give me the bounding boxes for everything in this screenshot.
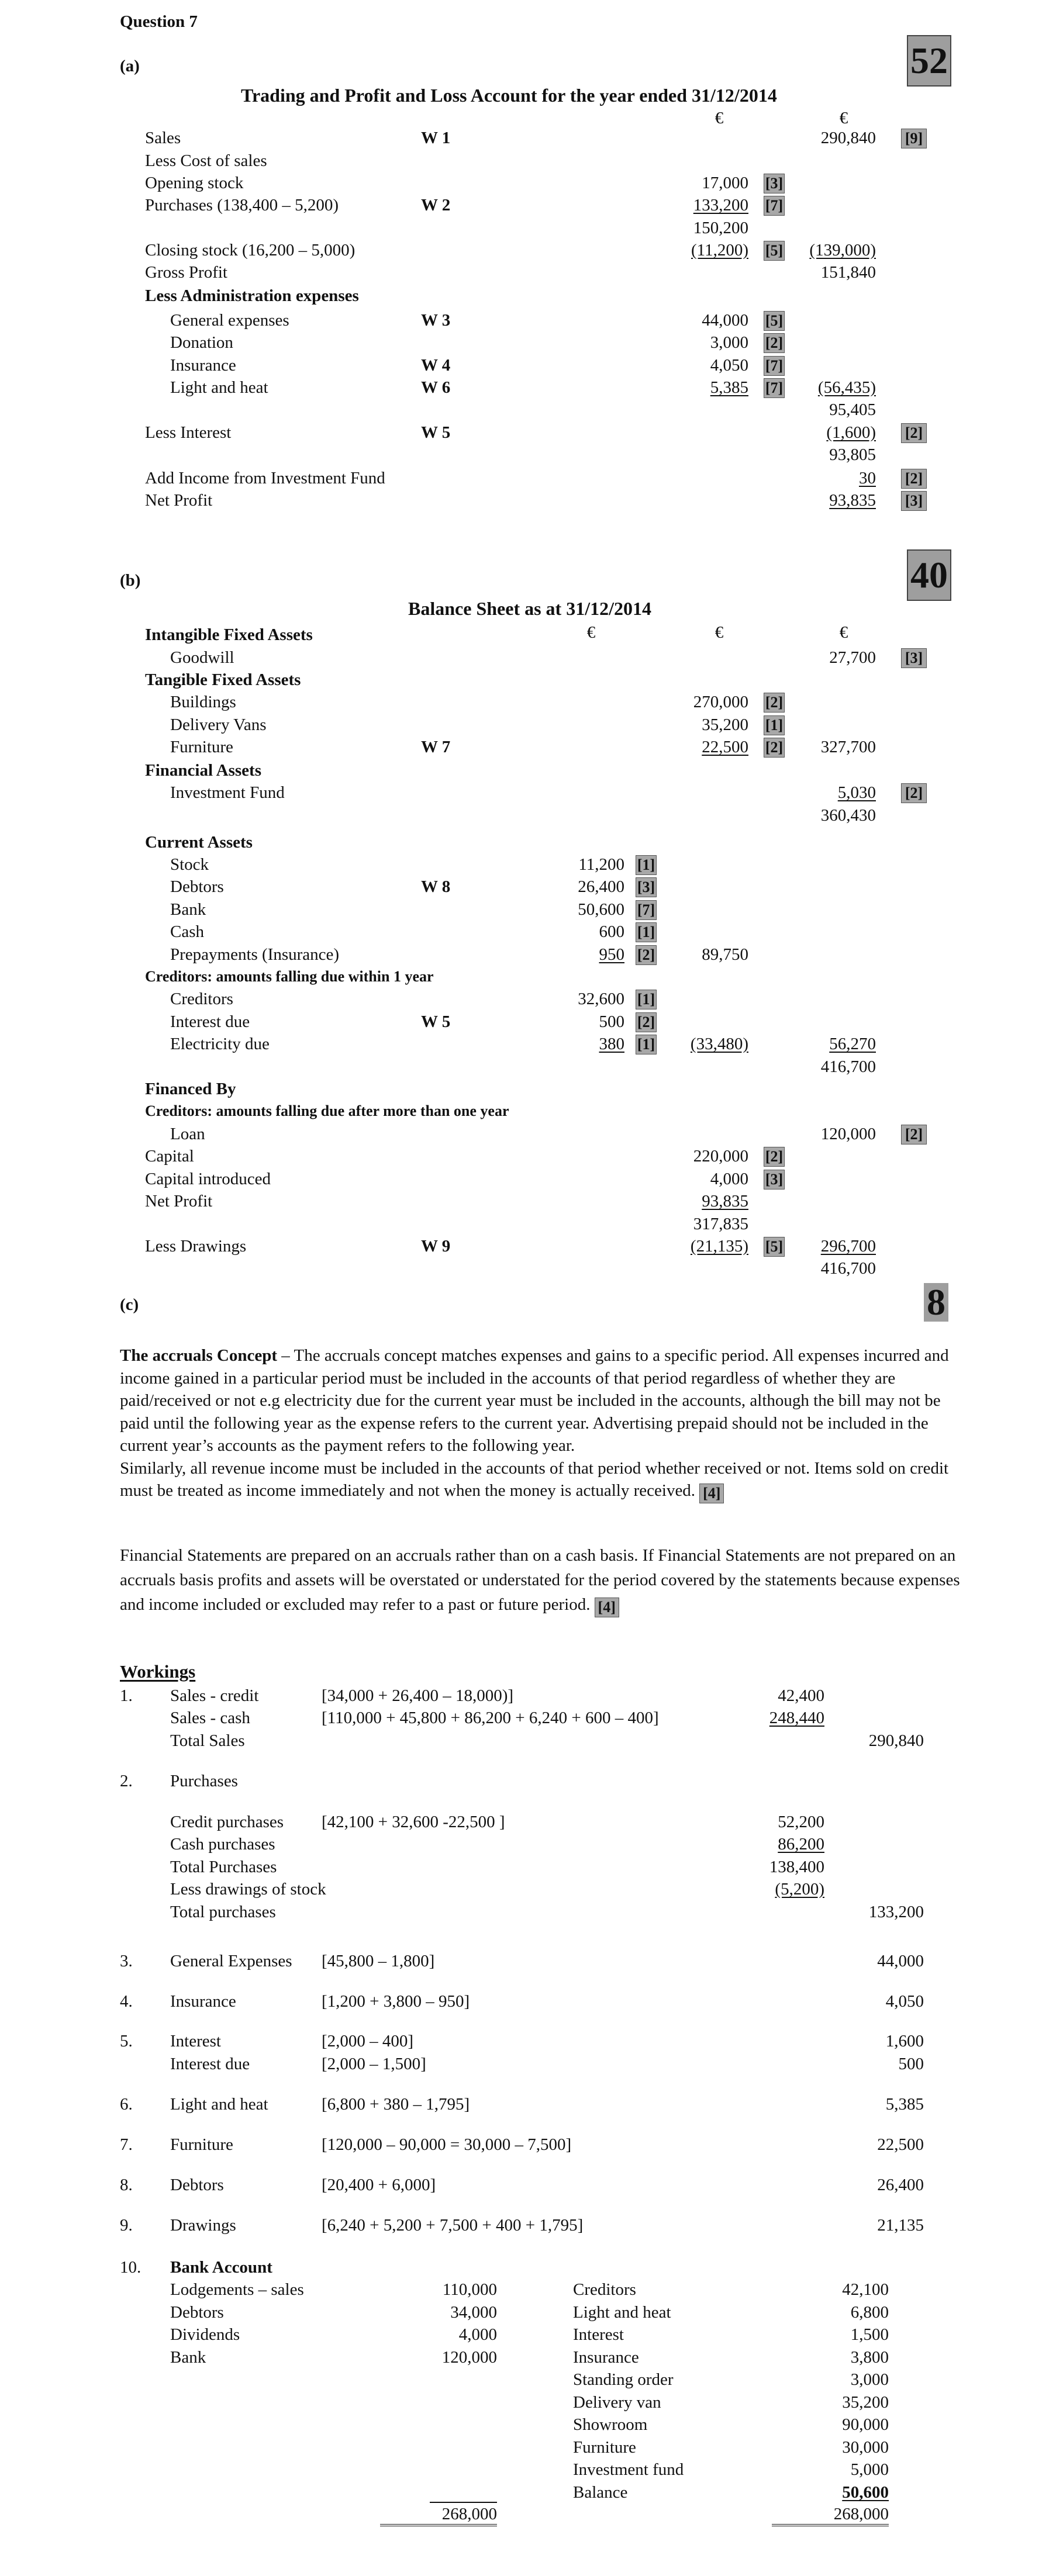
working-number: 7. — [120, 2135, 133, 2154]
part-b-row-c1: 11,200 — [578, 855, 624, 874]
part-a-row-col2: (1,600) — [826, 423, 876, 442]
part-a-row-label: Purchases (138,400 – 5,200) — [145, 196, 339, 215]
part-a-row-col2: (56,435) — [817, 378, 876, 397]
part-b-row-label: Delivery Vans — [170, 715, 267, 734]
accruals-paragraph-2-text: Financial Statements are prepared on an accruals rather than on a cash basis. If Financial Statements are not prepared on an accruals basis profits and assets will be overstated or understated for the period covered by the statements because expenses and income included or excluded may refer to a past or future period. — [120, 1546, 960, 1614]
working-label: Interest — [170, 2032, 221, 2051]
part-a-row-ref: W 1 — [421, 129, 451, 147]
part-a-row-ref: W 5 — [421, 423, 451, 442]
bank-credit-value: 90,000 — [842, 2415, 889, 2434]
part-a-row-label: Insurance — [170, 356, 236, 375]
part-b-row-m2: [2] — [764, 738, 785, 758]
bank-debit-value: 34,000 — [450, 2303, 497, 2322]
working-2-value: 52,200 — [778, 1813, 824, 1831]
part-a-row-col2: 95,405 — [829, 400, 876, 419]
working-2-label: Less drawings of stock — [170, 1880, 326, 1899]
part-b-row-label: Financed By — [145, 1080, 236, 1098]
part-a-score-box: 52 — [907, 35, 951, 87]
part-a-row-col1: 3,000 — [710, 333, 748, 352]
bank-debit-value: 120,000 — [441, 2348, 497, 2367]
part-a-row-mark1: [5] — [764, 241, 785, 261]
part-b-row-c2: 22,500 — [702, 738, 748, 756]
part-a-row-col1: 17,000 — [702, 174, 748, 192]
part-b-title: Balance Sheet as at 31/12/2014 — [408, 598, 651, 619]
part-b-row-c1: 500 — [599, 1012, 624, 1031]
part-b-row-c1: 32,600 — [578, 990, 624, 1008]
bank-credit-label: Insurance — [573, 2348, 639, 2367]
working-2-value: (5,200) — [775, 1880, 824, 1899]
part-a-row-col1: 44,000 — [702, 311, 748, 330]
part-b-row-ref: W 8 — [421, 877, 451, 896]
working-value: 26,400 — [877, 2176, 924, 2194]
part-b-row-c1: 26,400 — [578, 877, 624, 896]
bank-credit-value: 42,100 — [842, 2280, 889, 2299]
bank-credit-label: Showroom — [573, 2415, 648, 2434]
part-b-row-ref: W 9 — [421, 1237, 451, 1256]
part-b-row-label: Debtors — [170, 877, 224, 896]
part-a-title: Trading and Profit and Loss Account for the year ended 31/12/2014 — [241, 85, 777, 106]
working-2-label: Total Purchases — [170, 1858, 277, 1876]
accruals-mark-1: [4] — [699, 1484, 724, 1503]
part-a-row-mark2: [9] — [901, 129, 927, 148]
working-calc: [45,800 – 1,800] — [322, 1952, 435, 1970]
working-value: 44,000 — [877, 1952, 924, 1970]
accruals-mark-2: [4] — [595, 1598, 619, 1617]
accruals-concept-title: The accruals Concept — [120, 1346, 278, 1365]
part-b-row-c3: 360,430 — [820, 806, 876, 825]
part-a-row-ref: W 6 — [421, 378, 451, 397]
bank-credit-label: Balance — [573, 2483, 628, 2502]
accruals-concept-text-2: Similarly, all revenue income must be included in the accounts of that period whether received or not. Items sold on credit must be treated as income immediately and not when the money is actually received. — [120, 1458, 949, 1500]
part-a-row-mark1: [3] — [764, 174, 785, 193]
part-b-currency-2: € — [715, 623, 724, 642]
part-a-row-col1: (11,200) — [691, 241, 748, 260]
part-a-row-col2: 151,840 — [820, 263, 876, 282]
working-label: Furniture — [170, 2135, 233, 2154]
part-b-row-c3: 5,030 — [837, 783, 876, 802]
part-a-row-col1: 5,385 — [710, 378, 748, 397]
part-b-row-label: Furniture — [170, 738, 233, 756]
part-a-row-col1: 4,050 — [710, 356, 748, 375]
bank-credit-label: Delivery van — [573, 2393, 661, 2412]
part-b-row-m3: [2] — [901, 783, 927, 803]
accruals-concept-text: – The accruals concept matches expenses and gains to a specific period. All expenses incurred and income gained in a particular period must be included in the accounts of that period regardless of whether they are paid/received or not e.g electricity due for the current year must be included in the accounts, although the bill may not be paid until the following year as the expense refers to the current year. Advertising prepaid should not be included in the current year’s accounts as the payment refers to the following year. — [120, 1346, 949, 1455]
bank-credit-value: 5,000 — [850, 2460, 889, 2479]
bank-credit-label: Furniture — [573, 2438, 636, 2457]
working-1-calc: [110,000 + 45,800 + 86,200 + 6,240 + 600 – 400] — [322, 1709, 659, 1727]
working-calc: [6,800 + 380 – 1,795] — [322, 2095, 470, 2114]
working-calc: [6,240 + 5,200 + 7,500 + 400 + 1,795] — [322, 2216, 584, 2235]
part-b-currency-1: € — [586, 623, 596, 642]
bank-debit-total-line — [430, 2502, 497, 2503]
working-number: 9. — [120, 2216, 133, 2235]
working-2-number: 2. — [120, 1772, 133, 1790]
working-2-label: Credit purchases — [170, 1813, 284, 1831]
part-b-row-m2: [5] — [764, 1237, 785, 1257]
working-1-label: Sales - credit — [170, 1686, 259, 1705]
part-a-row-col2: 93,805 — [829, 445, 876, 464]
working-value: 22,500 — [877, 2135, 924, 2154]
part-b-row-label: Creditors — [170, 990, 233, 1008]
working-number: 4. — [120, 1992, 133, 2011]
working-calc: [1,200 + 3,800 – 950] — [322, 1992, 470, 2011]
part-a-row-label: Sales — [145, 129, 181, 147]
working-label: Insurance — [170, 1992, 236, 2011]
bank-credit-label: Standing order — [573, 2370, 674, 2389]
working-calc: [2,000 – 1,500] — [322, 2055, 426, 2073]
part-b-row-c2: 317,835 — [693, 1215, 748, 1233]
part-b-row-label: Bank — [170, 900, 206, 919]
working-label: General Expenses — [170, 1952, 292, 1970]
working-number: 3. — [120, 1952, 133, 1970]
working-1-value: 42,400 — [778, 1686, 824, 1705]
working-10-heading: Bank Account — [170, 2258, 272, 2277]
working-calc: [20,400 + 6,000] — [322, 2176, 436, 2194]
bank-credit-label: Creditors — [573, 2280, 636, 2299]
part-a-row-col2: 93,835 — [829, 491, 876, 510]
part-a-row-label: Less Cost of sales — [145, 151, 267, 170]
part-b-row-m2: [2] — [764, 693, 785, 713]
bank-credit-value: 30,000 — [842, 2438, 889, 2457]
workings-title: Workings — [120, 1661, 196, 1682]
part-a-row-label: General expenses — [170, 311, 289, 330]
part-b-row-label: Capital introduced — [145, 1170, 271, 1188]
bank-debit-value: 110,000 — [442, 2280, 497, 2299]
part-b-row-c3: 416,700 — [820, 1057, 876, 1076]
part-a-currency-2: € — [839, 109, 848, 127]
working-value: 5,385 — [885, 2095, 924, 2114]
bank-credit-label: Interest — [573, 2325, 624, 2344]
part-b-row-label: Creditors: amounts falling due after more than one year — [145, 1102, 509, 1119]
part-b-currency-3: € — [839, 623, 848, 642]
part-a-currency-1: € — [715, 109, 724, 127]
part-b-row-c2: (33,480) — [690, 1035, 748, 1053]
part-a-row-col2: 30 — [859, 469, 876, 487]
part-b-row-c1: 600 — [599, 922, 624, 941]
accruals-paragraph-2 — [120, 1543, 974, 1617]
part-b-row-label: Prepayments (Insurance) — [170, 945, 340, 964]
part-a-row-mark2: [2] — [901, 423, 927, 443]
bank-debit-label: Lodgements – sales — [170, 2280, 304, 2299]
part-b-row-label: Intangible Fixed Assets — [145, 625, 313, 644]
working-label: Drawings — [170, 2216, 236, 2235]
working-2-total: 133,200 — [868, 1903, 924, 1921]
working-label: Debtors — [170, 2176, 224, 2194]
part-b-row-c2: 35,200 — [702, 715, 748, 734]
part-b-score-box: 40 — [907, 549, 951, 601]
working-value: 21,135 — [877, 2216, 924, 2235]
part-b-row-label: Electricity due — [170, 1035, 270, 1053]
part-a-row-ref: W 4 — [421, 356, 451, 375]
working-number: 8. — [120, 2176, 133, 2194]
part-a-row-mark1: [5] — [764, 311, 785, 331]
part-b-row-ref: W 5 — [421, 1012, 451, 1031]
part-a-row-label: Net Profit — [145, 491, 213, 510]
part-b-label: (b) — [120, 571, 141, 590]
part-a-row-col1: 133,200 — [693, 196, 748, 215]
part-b-row-c2: (21,135) — [690, 1237, 748, 1256]
part-a-row-mark1: [7] — [764, 356, 785, 376]
part-b-row-c3: 120,000 — [820, 1125, 876, 1143]
part-b-row-label: Creditors: amounts falling due within 1 year — [145, 968, 434, 985]
bank-credit-value: 3,800 — [850, 2348, 889, 2367]
part-a-row-label: Gross Profit — [145, 263, 227, 282]
working-2-calc: [42,100 + 32,600 -22,500 ] — [322, 1813, 505, 1831]
part-c-score-box: 8 — [924, 1283, 948, 1322]
part-b-row-c3: 416,700 — [820, 1259, 876, 1278]
part-b-row-c2: 270,000 — [693, 693, 748, 711]
part-a-row-col1: 150,200 — [693, 219, 748, 237]
part-b-row-c3: 56,270 — [829, 1035, 876, 1053]
part-b-row-c3: 296,700 — [820, 1237, 876, 1256]
working-calc: [2,000 – 400] — [322, 2032, 414, 2051]
part-b-row-c3: 27,700 — [829, 648, 876, 667]
bank-credit-value: 6,800 — [850, 2303, 889, 2322]
working-1-number: 1. — [120, 1686, 133, 1705]
part-b-row-label: Interest due — [170, 1012, 250, 1031]
part-b-row-m1: [1] — [636, 990, 657, 1009]
part-a-row-col2: (139,000) — [809, 241, 876, 260]
part-a-row-mark2: [2] — [901, 469, 927, 489]
part-a-row-ref: W 2 — [421, 196, 451, 215]
part-a-row-label: Donation — [170, 333, 233, 352]
bank-debit-total: 268,000 — [380, 2504, 497, 2526]
part-b-row-m2: [3] — [764, 1170, 785, 1190]
part-b-row-m2: [2] — [764, 1147, 785, 1167]
part-b-row-c1: 380 — [599, 1035, 624, 1053]
working-number: 6. — [120, 2095, 133, 2114]
working-2-value: 138,400 — [769, 1858, 824, 1876]
part-b-row-m3: [3] — [901, 648, 927, 668]
part-a-row-label: Add Income from Investment Fund — [145, 469, 385, 487]
part-b-row-label: Financial Assets — [145, 761, 261, 780]
part-b-row-c2: 4,000 — [710, 1170, 748, 1188]
part-b-row-c3: 327,700 — [820, 738, 876, 756]
part-b-row-label: Tangible Fixed Assets — [145, 670, 301, 689]
part-b-row-label: Less Drawings — [145, 1237, 247, 1256]
working-2-label: Cash purchases — [170, 1835, 275, 1854]
part-a-label: (a) — [120, 57, 140, 75]
part-b-row-c2: 93,835 — [702, 1192, 748, 1211]
bank-debit-label: Bank — [170, 2348, 206, 2367]
part-b-row-label: Net Profit — [145, 1192, 213, 1211]
part-a-row-label: Light and heat — [170, 378, 268, 397]
working-label: Interest due — [170, 2055, 250, 2073]
working-value: 4,050 — [885, 1992, 924, 2011]
working-2-value: 86,200 — [778, 1835, 824, 1854]
part-b-row-label: Buildings — [170, 693, 236, 711]
part-a-row-label: Closing stock (16,200 – 5,000) — [145, 241, 356, 260]
working-1-calc: [34,000 + 26,400 – 18,000)] — [322, 1686, 514, 1705]
part-b-row-m3: [2] — [901, 1125, 927, 1144]
part-b-row-m1: [2] — [636, 1012, 657, 1032]
part-b-row-m1: [2] — [636, 945, 657, 965]
part-b-row-label: Goodwill — [170, 648, 234, 667]
part-b-row-label: Loan — [170, 1125, 205, 1143]
part-a-row-col2: 290,840 — [820, 129, 876, 147]
working-value: 500 — [898, 2055, 924, 2073]
part-b-row-m1: [1] — [636, 1035, 657, 1054]
part-a-row-label: Less Administration expenses — [145, 286, 359, 305]
working-label: Light and heat — [170, 2095, 268, 2114]
part-b-row-c1: 50,600 — [578, 900, 624, 919]
working-calc: [120,000 – 90,000 = 30,000 – 7,500] — [322, 2135, 572, 2154]
part-a-row-mark1: [2] — [764, 333, 785, 353]
bank-credit-total: 268,000 — [772, 2504, 889, 2526]
part-a-row-label: Less Interest — [145, 423, 232, 442]
working-2-heading: Purchases — [170, 1772, 238, 1790]
bank-credit-value: 1,500 — [850, 2325, 889, 2344]
working-1-label: Total Sales — [170, 1731, 245, 1750]
question-title: Question 7 — [120, 12, 198, 31]
part-b-row-m1: [3] — [636, 877, 657, 897]
working-1-total: 290,840 — [868, 1731, 924, 1750]
accruals-paragraph-1 — [120, 1344, 965, 1502]
working-value: 1,600 — [885, 2032, 924, 2051]
part-b-row-label: Capital — [145, 1147, 194, 1166]
part-b-row-label: Investment Fund — [170, 783, 285, 802]
working-10-number: 10. — [120, 2258, 141, 2277]
part-b-row-label: Cash — [170, 922, 204, 941]
part-b-row-c1: 950 — [599, 945, 624, 964]
bank-debit-value: 4,000 — [458, 2325, 497, 2344]
part-b-row-m1: [1] — [636, 922, 657, 942]
part-b-row-ref: W 7 — [421, 738, 451, 756]
working-number: 5. — [120, 2032, 133, 2051]
bank-credit-label: Light and heat — [573, 2303, 671, 2322]
working-1-label: Sales - cash — [170, 1709, 250, 1727]
part-a-row-ref: W 3 — [421, 311, 451, 330]
bank-credit-value: 35,200 — [842, 2393, 889, 2412]
part-b-row-label: Stock — [170, 855, 209, 874]
bank-credit-label: Investment fund — [573, 2460, 684, 2479]
part-b-row-m1: [1] — [636, 855, 657, 875]
part-b-row-c2: 220,000 — [693, 1147, 748, 1166]
part-a-row-mark1: [7] — [764, 196, 785, 216]
working-1-value: 248,440 — [769, 1709, 824, 1727]
working-2-label: Total purchases — [170, 1903, 276, 1921]
part-b-row-m2: [1] — [764, 715, 785, 735]
part-b-row-m1: [7] — [636, 900, 657, 920]
bank-credit-value: 3,000 — [850, 2370, 889, 2389]
part-a-row-mark1: [7] — [764, 378, 785, 398]
part-a-row-mark2: [3] — [901, 491, 927, 511]
bank-debit-label: Dividends — [170, 2325, 240, 2344]
part-c-label: (c) — [120, 1295, 139, 1314]
part-a-row-label: Opening stock — [145, 174, 244, 192]
bank-debit-label: Debtors — [170, 2303, 224, 2322]
bank-credit-value: 50,600 — [842, 2483, 889, 2502]
part-b-row-c2: 89,750 — [702, 945, 748, 964]
part-b-row-label: Current Assets — [145, 833, 253, 852]
